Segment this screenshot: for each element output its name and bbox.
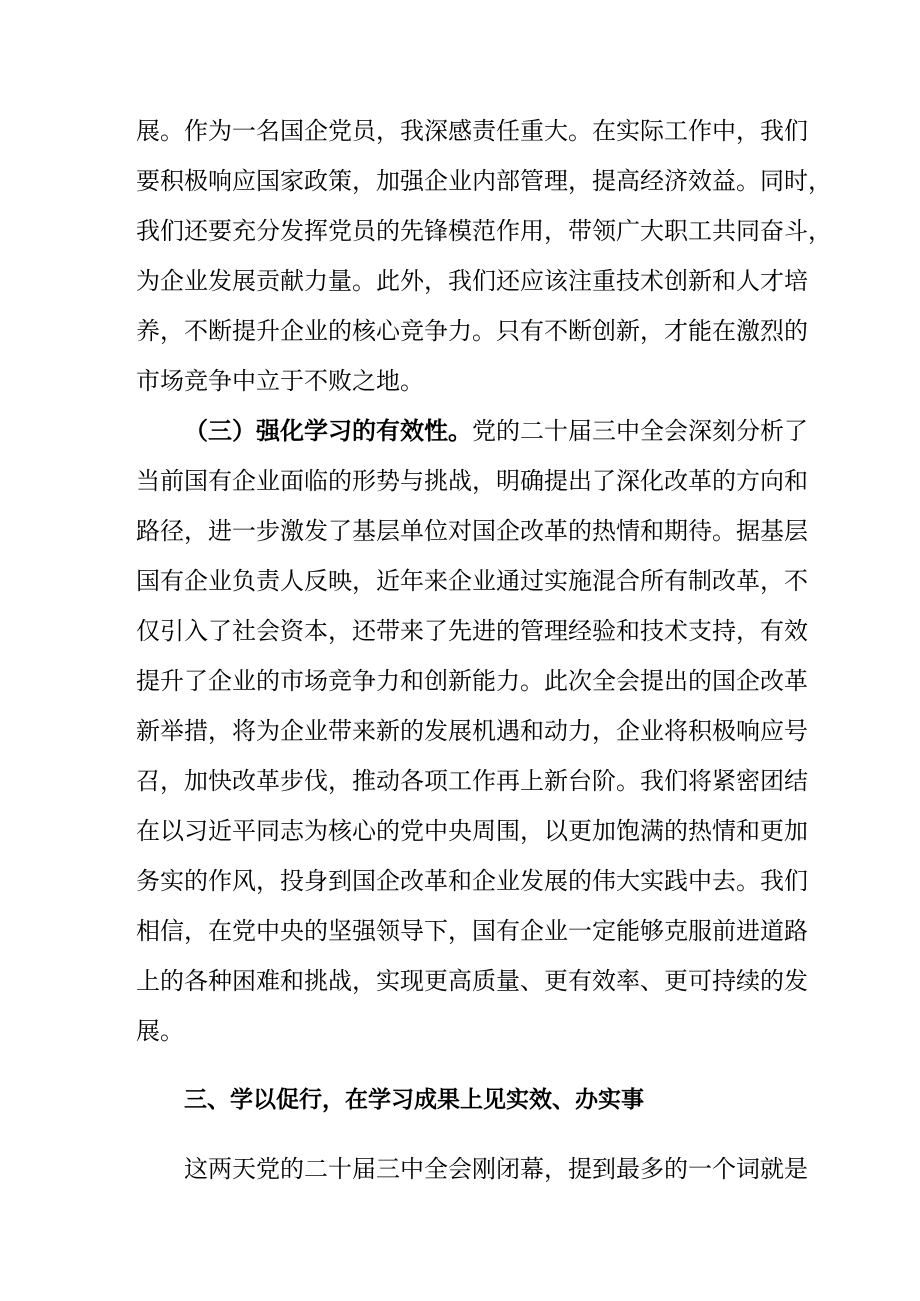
paragraph-line: 展。作为一名国企党员，我深感责任重大。在实际工作中，我们 [136, 117, 808, 145]
paragraph-line: 为企业发展贡献力量。此外，我们还应该注重技术创新和人才培 [136, 267, 808, 295]
subsection-heading: （三）强化学习的有效性。 [184, 416, 472, 445]
paragraph-line: 召，加快改革步伐，推动各项工作再上新台阶。我们将紧密团结 [136, 767, 808, 795]
paragraph-line: 养，不断提升企业的核心竞争力。只有不断创新，才能在激烈的 [136, 317, 808, 345]
paragraph-line: 仅引入了社会资本，还带来了先进的管理经验和技术支持，有效 [136, 617, 808, 645]
paragraph-line: 当前国有企业面临的形势与挑战，明确提出了深化改革的方向和 [136, 467, 808, 495]
paragraph-line: 路径，进一步激发了基层单位对国企改革的热情和期待。据基层 [136, 517, 808, 545]
subsection-first-line [184, 416, 808, 446]
paragraph-line: 我们还要充分发挥党员的先锋模范作用，带领广大职工共同奋斗， [136, 217, 832, 245]
section-heading: 三、学以促行，在学习成果上见实效、办实事 [184, 1087, 644, 1113]
paragraph-line: 展。 [136, 1017, 184, 1045]
paragraph-line: 国有企业负责人反映，近年来企业通过实施混合所有制改革，不 [136, 567, 808, 595]
paragraph-line: 这两天党的二十届三中全会刚闭幕，提到最多的一个词就是 [184, 1155, 808, 1183]
paragraph-line: 市场竞争中立于不败之地。 [136, 367, 424, 395]
paragraph-line: 相信，在党中央的坚强领导下，国有企业一定能够克服前进道路 [136, 917, 808, 945]
paragraph-line: 务实的作风，投身到国企改革和企业发展的伟大实践中去。我们 [136, 867, 808, 895]
paragraph-line: 上的各种困难和挑战，实现更高质量、更有效率、更可持续的发 [136, 967, 808, 995]
paragraph-line: 要积极响应国家政策，加强企业内部管理，提高经济效益。同时， [136, 167, 832, 195]
subsection-first-line-text: 党的二十届三中全会深刻分析了 [472, 417, 808, 445]
paragraph-line: 在以习近平同志为核心的党中央周围，以更加饱满的热情和更加 [136, 817, 808, 845]
paragraph-line: 新举措，将为企业带来新的发展机遇和动力，企业将积极响应号 [136, 717, 808, 745]
paragraph-line: 提升了企业的市场竞争力和创新能力。此次全会提出的国企改革 [136, 667, 808, 695]
